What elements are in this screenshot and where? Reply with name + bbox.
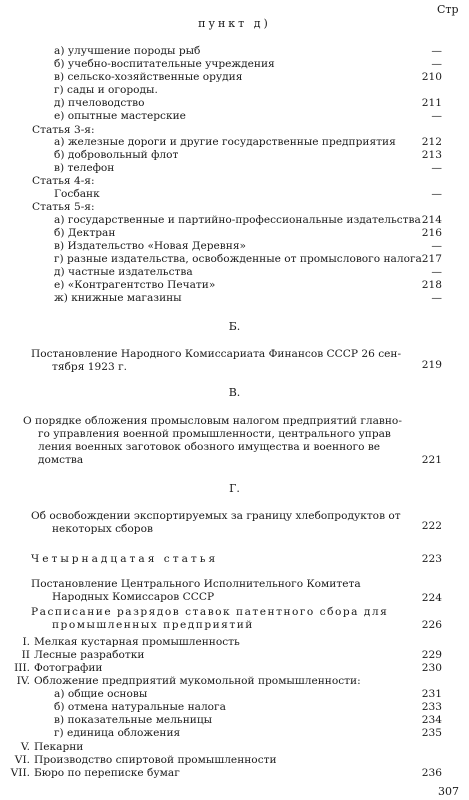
page-ref: — [431,188,442,200]
section-b-letter: Б. [228,320,241,333]
page-ref: 223 [421,553,442,565]
list-item: Госбанк [54,188,100,200]
page-ref: 224 [421,592,442,604]
section-g-line-2: некоторых сборов [52,523,153,535]
page-ref: 233 [421,701,442,713]
article-14-heading: Четырнадцатая статья [31,553,219,565]
list-item: б) учебно-воспитательные учреждения [54,58,275,70]
page-ref: 211 [421,97,442,109]
page-ref: 218 [421,279,442,291]
list-item: б) Дектран [54,227,116,239]
list-item: а) улучшение породы рыб [54,45,201,57]
page-ref: — [431,162,442,174]
page-number: 307 [438,785,459,798]
section-v-line-4: домства [38,454,84,466]
page-ref: — [431,240,442,252]
list-item: б) отмена натуральные налога [54,701,226,713]
list-item: в) сельско-хозяйственные орудия [54,71,243,83]
article-4-title: Статья 4-я: [32,175,95,187]
page-corner-label: Стр [437,3,459,16]
list-item: Пекарни [34,741,84,753]
list-item: Производство спиртовой промышленности [34,754,277,766]
list-item: а) общие основы [54,688,148,700]
list-item: г) разные издательства, освобожденные от промыслового налога [54,253,422,265]
page-ref: 212 [421,136,442,148]
section-v-letter: В. [228,386,241,399]
page-ref: 226 [421,619,442,631]
page-ref: 236 [421,767,442,779]
punkt-heading: пункт д) [198,17,271,30]
page-ref: — [431,45,442,57]
section-g-letter: Г. [229,482,240,495]
list-item: е) опытные мастерские [54,110,186,122]
section-v-line-1: О порядке обложения промысловым налогом предприятий главно- [23,415,402,427]
page-ref: — [431,58,442,70]
list-item: в) телефон [54,162,115,174]
list-item: ж) книжные магазины [54,292,182,304]
list-item: г) сады и огороды. [54,84,158,96]
page-ref: 221 [421,454,442,466]
list-item: Лесные разработки [34,649,145,661]
roman-numeral: II [21,649,30,661]
section-v-line-2: го управления военной промышленности, центрального управ [38,428,391,440]
list-item: д) пчеловодство [54,97,145,109]
roman-numeral: VI. [14,754,30,766]
page-ref: 213 [421,149,442,161]
list-item: б) добровольный флот [54,149,179,161]
schedule-line-2: промышленных предприятий [52,619,254,631]
page-ref: 222 [421,520,442,532]
page-ref: — [431,110,442,122]
roman-numeral: I. [22,636,30,648]
list-item: в) показательные мельницы [54,714,213,726]
list-item: Обложение предприятий мукомольной промышленности: [34,675,361,687]
roman-numeral: IV. [16,675,30,687]
roman-numeral: V. [20,741,30,753]
page-ref: 219 [421,359,442,371]
page-ref: 235 [421,727,442,739]
page-ref: 216 [421,227,442,239]
section-g-line-1: Об освобождении экспортируемых за границу хлебопродуктов от [31,510,401,522]
list-item: г) единица обложения [54,727,181,739]
list-item: е) «Контрагентство Печати» [54,279,216,291]
page-ref: 234 [421,714,442,726]
page-ref: — [431,292,442,304]
list-item: а) государственные и партийно-профессиональные издательства [54,214,421,226]
decree-line-2: Народных Комиссаров СССР [52,591,215,603]
schedule-line-1: Расписание разрядов ставок патентного сбора для [31,606,389,618]
page-ref: 214 [421,214,442,226]
list-item: д) частные издательства [54,266,193,278]
page-ref: 210 [421,71,442,83]
list-item: Фотографии [34,662,103,674]
article-3-title: Статья 3-я: [32,124,95,136]
page-ref: 229 [421,649,442,661]
page-ref: 230 [421,662,442,674]
list-item: Мелкая кустарная промышленность [34,636,240,648]
list-item: а) железные дороги и другие государственные предприятия [54,136,396,148]
page-ref: 217 [421,253,442,265]
page-ref: — [431,266,442,278]
roman-numeral: VII. [10,767,30,779]
section-b-line-1: Постановление Народного Комиссариата Финансов СССР 26 сен- [31,348,402,360]
list-item: Бюро по переписке бумаг [34,767,180,779]
article-5-title: Статья 5-я: [32,201,95,213]
section-b-line-2: тября 1923 г. [52,361,127,373]
roman-numeral: III. [14,662,30,674]
section-v-line-3: ления военных заготовок обозного имущества и военного ве [38,441,381,453]
page-ref: 231 [421,688,442,700]
decree-line-1: Постановление Центрального Исполнительного Комитета [31,578,361,590]
list-item: в) Издательство «Новая Деревня» [54,240,247,252]
